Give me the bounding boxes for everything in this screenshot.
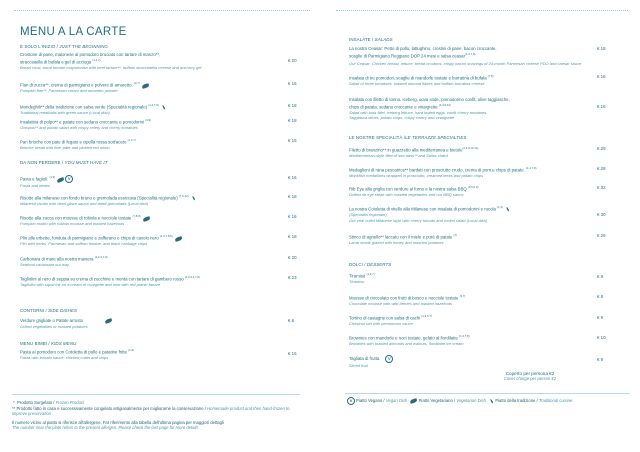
item-price: € 28: [597, 146, 606, 151]
menu-item: Mousse di cioccolato con frutti di bosco e nocciole tostate $^{(3,7)}$ Chocolate mousse with wild berries and toasted hazelnuts: [349, 294, 466, 307]
menu-item: La nostra Ceasar: Petto di pollo, lattughino, crostini di pane, bacon croccante, scaglie di Parmigiano Reggiano DOP 24 mesi e salsa ceasar$^{(1,3,7,8)}$ Our Ceasar: Chicken breast, lettuce, bread croutons, crispy bacon shavings of 24-month Parmesan cheese PDO and caesar sauce: [349, 46, 582, 66]
cover-charge: Coperto per persona €2 Cover charge per person €2: [503, 371, 557, 381]
menu-item: La nostra Cotoletta di vitello alla Milanese con insalata di pomodorini e rucola $^{(1,3)}$ (Specialità regionale) Our veal cutlet Milanese style with cherry tomato and rocket salad (Local dish): [349, 205, 510, 223]
menu-item: Pasta e fagioli. $^{(1,9)}$ V Pasta and beans: [20, 175, 73, 189]
vegan-icon: V: [347, 397, 355, 405]
item-price: € 20: [288, 58, 297, 63]
item-price: € 32: [597, 185, 606, 190]
menu-item: Rib Eye alla griglia con verdure al forno e la nostra salsa BBQ $^{(3,5,6,9)}$ Grilled rib eye steak with roasted vegetables and our BBQ sauce: [349, 185, 479, 198]
item-price: € 18: [288, 194, 297, 199]
menu-item: Medaglioni di rana pescatrice** bardati con prosciutto crudo, crema di porri e chips di patate. $^{(1,4,7,9)}$ Monkfish medallions wrapped in prosciutto, creamed leeks and potato chips: [349, 166, 537, 179]
menu-item: Stinco di agnello** laccato con il miele e purè di patate $^{(7)}$ Lamb shank glazed with honey and mashed potatoes: [349, 233, 458, 246]
item-price: € 15: [288, 351, 297, 356]
allergen-note-en: The number near the plate refers to the present allergen. Please check the last page for more details: [12, 425, 199, 431]
item-price: € 20: [288, 255, 297, 260]
menu-item: Brownies con mandorle e noci tostate, gelato al fiordilatte $^{(1,3,7,8)}$ Brownies with toasted almonds and walnuts, fiordilatte ice cream: [349, 334, 470, 347]
section-heading: DA NON PERDERE / YOU MUST HAVE IT: [20, 160, 108, 165]
page-title: MENU A LA CARTE: [20, 26, 127, 38]
menu-item: Flan di zucca**, crema di parmigiano e polvere di amaretto. $^{(3,7)}$ Pumpkin flan**, Parmesan cream and amaretto powder: [20, 81, 149, 94]
traditional-icon: [505, 207, 510, 212]
vegetarian-icon: [105, 318, 113, 323]
item-price: € 18: [597, 46, 606, 51]
vegan-icon: V: [65, 175, 73, 183]
item-price: € 9: [597, 315, 604, 320]
menu-item: Pan brioche con pate di fegato e cipolla rossa sott'aceto $^{(1,3,7)}$ Brioche bread with liver pâté and pickled red onion: [20, 138, 136, 151]
section-heading: DOLCI / DESSERTS: [349, 262, 392, 267]
item-price: € 6: [288, 318, 295, 323]
item-price: € 30: [597, 212, 606, 217]
menu-item: Carbonara di mare alla nostra maniera $^{(1,2,4,7,9)}$ Seafood carbonara our way: [20, 255, 108, 268]
item-price: € 15: [288, 138, 297, 143]
menu-item: Mondeghili** della tradizione con salsa verde (Specialità regionale) $^{(1,3,7,9)}$ Traditional meatballs with green sauce (Local dish): [20, 103, 166, 116]
top-rule-right: [336, 10, 628, 11]
top-rule-left: [14, 10, 310, 11]
item-price: € 18: [288, 234, 297, 239]
traditional-icon: [489, 399, 494, 404]
menu-item: Pasta al pomodoro con Cotoletta di pollo e patatine fritte $^{(1,9)}$ Pasta with tomato sauce, chicken cutlet and chips: [20, 348, 134, 361]
vegan-icon: V: [385, 355, 393, 363]
menu-item: Risotto alla milanese con fondo bruno e gremolada essiccata (Specialità regionale) $^{(7,9,12)}$ Milanese risotto with demi-glace sauce and dried gremolada (Local dish): [20, 194, 196, 207]
menu-item: Tortino di castagne con salsa di cachi $^{(1,3,5,7)}$ Chestnut tart with persimmon sauce: [349, 314, 432, 327]
section-heading: CONTORNI / SIDE DISHES: [20, 308, 78, 313]
menu-item: Insalata con filetto di tonno, iceberg, uova sode, pomodorino confit, olive taggiasche, chips di patata, sedano croccante e vinaigrette $^{(3,4,9,12)}$ Salad with tuna fillet, iceberg lettuce, hard boiled eggs, confit cherry tomatoes, Taggiasca olives, potato chips, crispy celery and vinaigrette: [349, 97, 510, 121]
menu-item: Insalatina di polpo** e patate con sedano croccante e pomodorini $^{(4,9)}$ Octopus** and potato salad with crispy celery and cherry tomatoes: [20, 118, 151, 131]
vegetarian-icon: [141, 83, 149, 88]
traditional-icon: [161, 105, 166, 110]
vegetarian-icon: [57, 177, 65, 182]
item-price: € 16: [288, 81, 297, 86]
menu-item: Risotto alla zucca con mousse di robiola e nocciole tostate $^{(7,8,9)}$ Pumpkin risotto with robiola mousse and toasted hazelnuts: [20, 214, 150, 227]
menu-item: Plin alle erbette, fonduta di parmigiano e zafferano e chips di cavolo nero $^{(1,3,7,8,9)}$ Plin with herbs, Parmesan and saffron fondue, and black cabbage chips: [20, 234, 182, 247]
section-heading: MENU BIMBI / KIDS MENU: [20, 341, 77, 346]
item-price: € 16: [288, 175, 297, 180]
item-price: € 18: [288, 118, 297, 123]
item-price: € 8: [597, 294, 604, 299]
item-price: € 16: [597, 74, 606, 79]
dish-legend: V Piatto Vegano / Vegan Dish Piatto Vegetariano / Vegetarian Dish Piatto della tradizione / Traditional cuisine: [346, 397, 636, 405]
menu-item: Verdure grigliate o Patate arrosto Grilled vegetables or roasted potatoes: [20, 318, 112, 329]
section-heading: INSALATE / SALADS: [349, 37, 393, 42]
item-price: € 18: [288, 103, 297, 108]
footer-notes: [12, 400, 302, 431]
menu-item: Filetto di branzino** in guazzetto alla mediterranea e bietole$^{(2,4,9,12,14)}$ Mediterranean-style fillet of sea bass** and Swiss chard: [349, 146, 479, 159]
item-price: € 10: [597, 335, 606, 340]
traditional-icon: [191, 196, 196, 201]
footer-rule-right: [345, 393, 630, 394]
item-price: € 26: [597, 233, 606, 238]
item-price: € 16: [597, 104, 606, 109]
menu-item: Tiramisù $^{(1,3,7)}$ Tiramisu: [349, 272, 375, 285]
vegetarian-icon: [410, 398, 418, 403]
vegetarian-icon: [174, 236, 182, 241]
item-price: € 8: [597, 274, 604, 279]
homemade-note: ** Prodotto fatto in casa e successivamente congelato artigianalmente per migliorarne la conservazione / Homemade product and then hand-frozen to improve preservation: [12, 405, 290, 417]
item-price: € 16: [288, 214, 297, 219]
menu-item: Tagliata di frutta V Sliced fruit: [349, 355, 393, 369]
vegetarian-icon: [142, 216, 150, 221]
item-price: € 23: [288, 275, 297, 280]
menu-item: Crostone di pane, maionese al pomodoro bruciato con tartare di manzo**, stracciatella di bufala e gel di acciuga $^{(1,4,7)}$ Bread crust, burnt tomato mayonnaise with beef tartare**, buffalo stracciatella cheese and anchovy gel: [20, 52, 202, 70]
section-heading: È SOLO L'INIZIO / JUST THE BEGINNING: [20, 44, 108, 49]
menu-item: Insalata di tre pomodori, scaglie di mandorle tostate e burratina di bufala $^{(7,8)}$ Salad of three tomatoes, toasted almond flakes and buffalo burratina cheese: [349, 74, 494, 87]
section-heading: LE NOSTRE SPECIALITÀ /LE TERRAZZE SPECIALTIES: [349, 135, 467, 140]
footer-rule-left: [12, 394, 300, 395]
item-price: € 9: [597, 357, 604, 362]
item-price: € 28: [597, 166, 606, 171]
menu-item: Tagliolini al nero di seppia su crema di zucchine e menta con tartare di gambero rosso $^{(1,2,3,4,7,9)}$ Tagliolini with squid ink on a cream of courgette and mint with red prawn tartare: [20, 275, 200, 288]
frozen-note: * Prodotto Surgelato / Frozen Product: [13, 400, 85, 405]
allergen-note: Il numero vicino al piatto si riferisce all'allergene. Far riferimento alla tabella dell'ultima pagina per maggiori dettagli: [12, 419, 224, 425]
